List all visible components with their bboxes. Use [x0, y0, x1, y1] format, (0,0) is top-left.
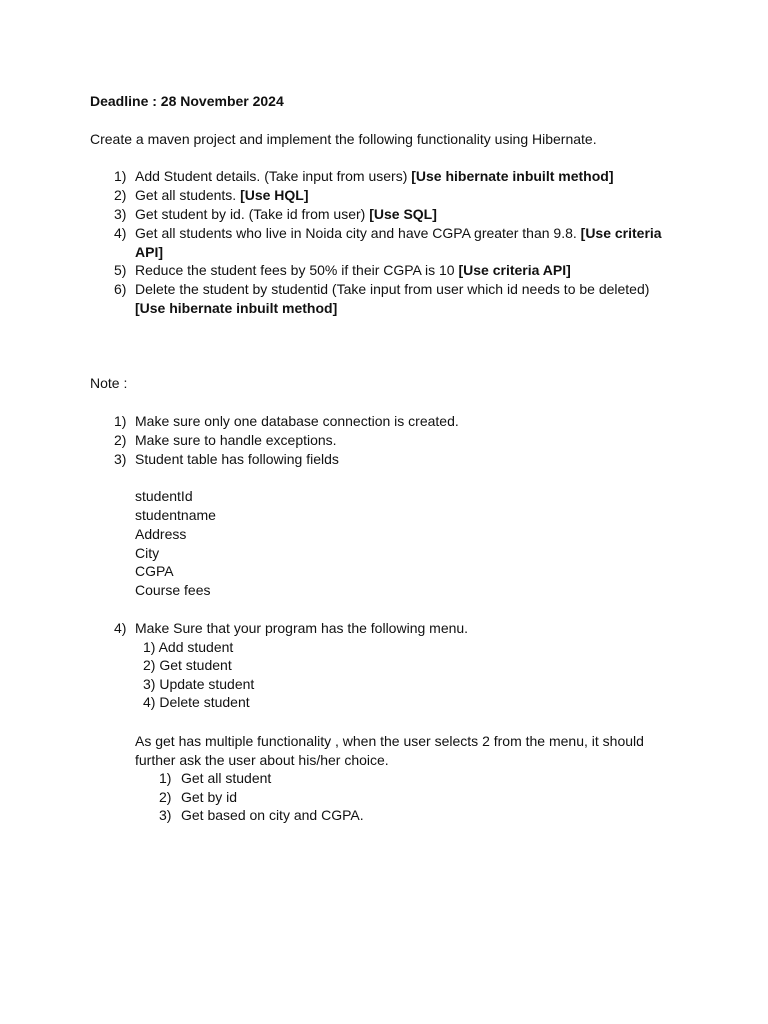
- task-item: [135, 167, 613, 185]
- deadline: Deadline : 28 November 2024: [90, 93, 284, 109]
- task-text: Add Student details. (Take input from users): [135, 168, 412, 184]
- task-text: Get student by id. (Take id from user): [135, 206, 370, 222]
- task-item: [135, 261, 571, 279]
- field-item: Address: [135, 526, 187, 542]
- note-item: Student table has following fields: [135, 451, 339, 467]
- task-number: 2): [114, 187, 127, 203]
- get-option-number: 2): [159, 789, 172, 805]
- task-item: [135, 205, 437, 223]
- task-number: 1): [114, 168, 127, 184]
- task-method: [Use criteria: [580, 225, 662, 241]
- get-option-item: Get based on city and CGPA.: [181, 807, 364, 823]
- task-method: [Use criteria API]: [458, 262, 571, 278]
- intro-text: Create a maven project and implement the following functionality using Hibernate.: [90, 131, 597, 147]
- task-method-continued: [Use hibernate inbuilt method]: [135, 300, 338, 316]
- note-number: 1): [114, 413, 127, 429]
- get-description: further ask the user about his/her choice.: [135, 752, 389, 768]
- field-item: studentname: [135, 507, 216, 523]
- task-number: 3): [114, 206, 127, 222]
- task-text: Get all students who live in Noida city and have CGPA greater than 9.8.: [135, 225, 581, 241]
- menu-item: 2) Get student: [143, 657, 232, 673]
- task-number: 5): [114, 262, 127, 278]
- note-label: Note :: [90, 375, 128, 391]
- task-number: 4): [114, 225, 127, 241]
- menu-item: 3) Update student: [143, 676, 255, 692]
- task-method: [Use hibernate inbuilt method]: [411, 168, 614, 184]
- field-item: Course fees: [135, 582, 211, 598]
- field-item: City: [135, 545, 160, 561]
- get-description: As get has multiple functionality , when the user selects 2 from the menu, it should: [135, 733, 644, 749]
- note-item: Make Sure that your program has the following menu.: [135, 620, 469, 636]
- field-item: studentId: [135, 488, 193, 504]
- task-text: Reduce the student fees by 50% if their CGPA is 10: [135, 262, 459, 278]
- task-item: Delete the student by studentid (Take input from user which id needs to be deleted): [135, 281, 650, 297]
- note-item: Make sure to handle exceptions.: [135, 432, 337, 448]
- field-item: CGPA: [135, 563, 174, 579]
- task-item: [135, 186, 309, 204]
- note-number: 4): [114, 620, 127, 636]
- get-option-number: 3): [159, 807, 172, 823]
- get-option-item: Get all student: [181, 770, 272, 786]
- task-number: 6): [114, 281, 127, 297]
- note-number: 3): [114, 451, 127, 467]
- note-number: 2): [114, 432, 127, 448]
- task-text: Get all students.: [135, 187, 241, 203]
- menu-item: 4) Delete student: [143, 694, 250, 710]
- task-method: [Use HQL]: [240, 187, 309, 203]
- get-option-number: 1): [159, 770, 172, 786]
- task-method: [Use SQL]: [369, 206, 437, 222]
- note-item: Make sure only one database connection is created.: [135, 413, 459, 429]
- task-method-continued: API]: [135, 244, 163, 260]
- task-item: [135, 224, 662, 242]
- get-option-item: Get by id: [181, 789, 238, 805]
- menu-item: 1) Add student: [143, 639, 234, 655]
